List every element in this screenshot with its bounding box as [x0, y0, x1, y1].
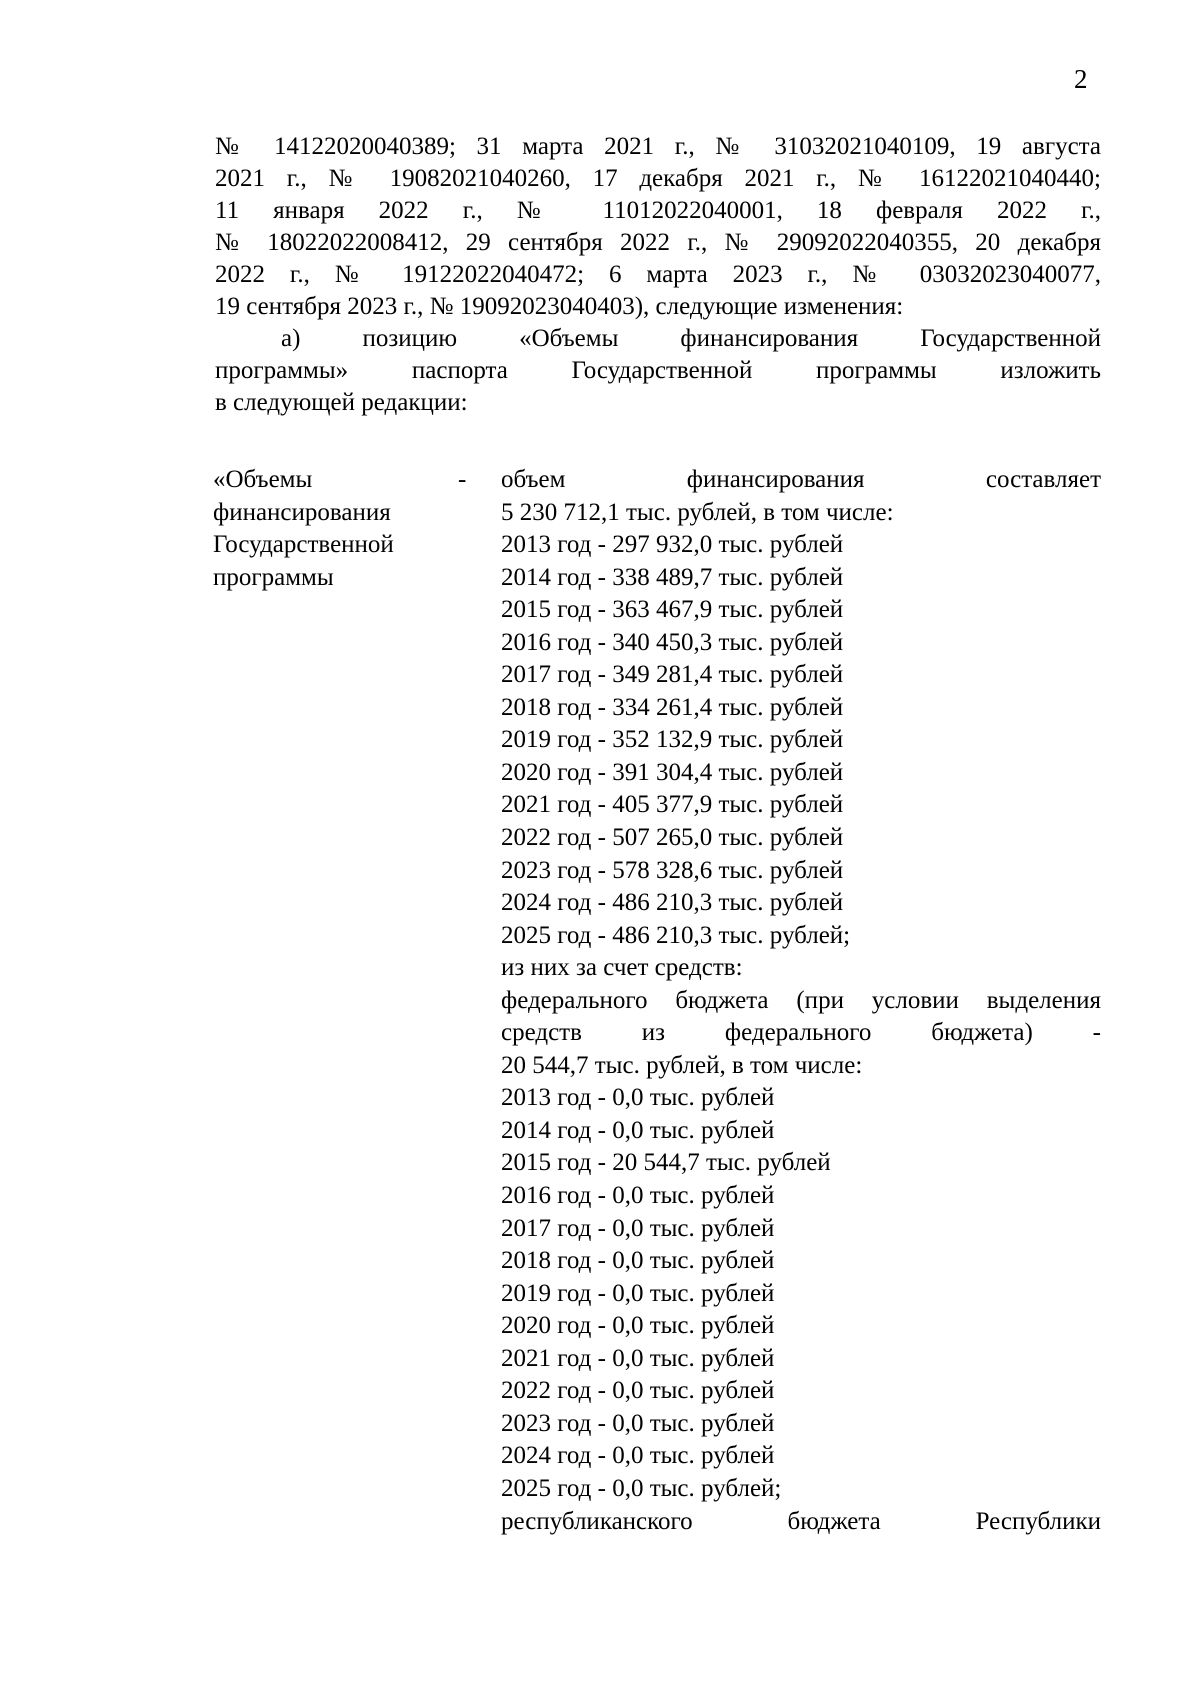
- passport-label-line: Государственной: [213, 531, 394, 558]
- passport-value-line: 2021 год - 405 377,9 тыс. рублей: [501, 791, 844, 819]
- passport-value-line: 2019 год - 0,0 тыс. рублей: [501, 1279, 775, 1307]
- passport-value-line: 2022 год - 507 265,0 тыс. рублей: [501, 824, 844, 852]
- passport-value-line: 2016 год - 0,0 тыс. рублей: [501, 1182, 775, 1210]
- passport-value-line: 2023 год - 578 328,6 тыс. рублей: [501, 856, 844, 884]
- intro-line: 2021 г., № 19082021040260, 17 декабря 2021 г., № 16122021040440;: [215, 165, 1101, 192]
- passport-label: [213, 464, 453, 594]
- intro-line: № 14122020040389; 31 марта 2021 г., № 31032021040109, 19 августа: [215, 133, 1101, 160]
- passport-value-line: 2023 год - 0,0 тыс. рублей: [501, 1409, 775, 1437]
- passport-value-line: 2019 год - 352 132,9 тыс. рублей: [501, 726, 844, 754]
- passport-label-line: «Объемы: [213, 466, 313, 493]
- intro-line: 2022 г., № 19122022040472; 6 марта 2023 г., № 03032023040077,: [215, 261, 1101, 288]
- passport-value-line: 2017 год - 349 281,4 тыс. рублей: [501, 661, 844, 689]
- passport-value-line: 2025 год - 486 210,3 тыс. рублей;: [501, 921, 851, 949]
- passport-value-line: 2016 год - 340 450,3 тыс. рублей: [501, 628, 844, 656]
- passport-value-line: 2015 год - 20 544,7 тыс. рублей: [501, 1149, 831, 1177]
- passport-value-line: 2018 год - 334 261,4 тыс. рублей: [501, 693, 844, 721]
- passport-value: [501, 464, 1101, 1538]
- passport-value-line: 2013 год - 0,0 тыс. рублей: [501, 1084, 775, 1112]
- passport-value-line: 2021 год - 0,0 тыс. рублей: [501, 1344, 775, 1372]
- passport-value-line: 2018 год - 0,0 тыс. рублей: [501, 1247, 775, 1275]
- passport-value-line: 2014 год - 338 489,7 тыс. рублей: [501, 563, 844, 591]
- page-number: 2: [1074, 64, 1088, 94]
- passport-value-line: 2020 год - 391 304,4 тыс. рублей: [501, 758, 844, 786]
- intro-line: 19 сентября 2023 г., № 19092023040403), следующие изменения:: [215, 293, 904, 320]
- passport-value-line: средств из федерального бюджета) -: [501, 1019, 1101, 1047]
- intro-paragraph: [215, 131, 1101, 419]
- passport-label-line: финансирования: [213, 498, 391, 526]
- passport-value-line: 20 544,7 тыс. рублей, в том числе:: [501, 1051, 863, 1079]
- passport-value-line: 5 230 712,1 тыс. рублей, в том числе:: [501, 498, 894, 526]
- intro-line: программы» паспорта Государственной программы изложить: [215, 357, 1101, 384]
- passport-label-line: программы: [213, 563, 334, 591]
- passport-value-line: 2020 год - 0,0 тыс. рублей: [501, 1312, 775, 1340]
- passport-value-line: федерального бюджета (при условии выделения: [501, 986, 1101, 1014]
- passport-value-line: 2015 год - 363 467,9 тыс. рублей: [501, 596, 844, 624]
- passport-value-line: 2024 год - 486 210,3 тыс. рублей: [501, 889, 844, 917]
- passport-value-line: из них за счет средств:: [501, 954, 743, 982]
- passport-value-line: объем финансирования составляет: [501, 466, 1101, 493]
- intro-line: а) позицию «Объемы финансирования Государственной: [281, 325, 1101, 352]
- passport-value-line: 2025 год - 0,0 тыс. рублей;: [501, 1474, 782, 1502]
- passport-dash: -: [458, 466, 467, 493]
- intro-line: 11 января 2022 г., № 11012022040001, 18 февраля 2022 г.,: [215, 197, 1101, 224]
- passport-value-line: 2017 год - 0,0 тыс. рублей: [501, 1214, 775, 1242]
- intro-line: № 18022022008412, 29 сентября 2022 г., № 29092022040355, 20 декабря: [215, 229, 1101, 256]
- passport-value-line: 2013 год - 297 932,0 тыс. рублей: [501, 531, 844, 559]
- intro-line: в следующей редакции:: [215, 389, 468, 416]
- passport-value-line: 2024 год - 0,0 тыс. рублей: [501, 1442, 775, 1470]
- passport-value-line: 2022 год - 0,0 тыс. рублей: [501, 1377, 775, 1405]
- passport-value-line: республиканского бюджета Республики: [501, 1507, 1101, 1535]
- passport-value-line: 2014 год - 0,0 тыс. рублей: [501, 1116, 775, 1144]
